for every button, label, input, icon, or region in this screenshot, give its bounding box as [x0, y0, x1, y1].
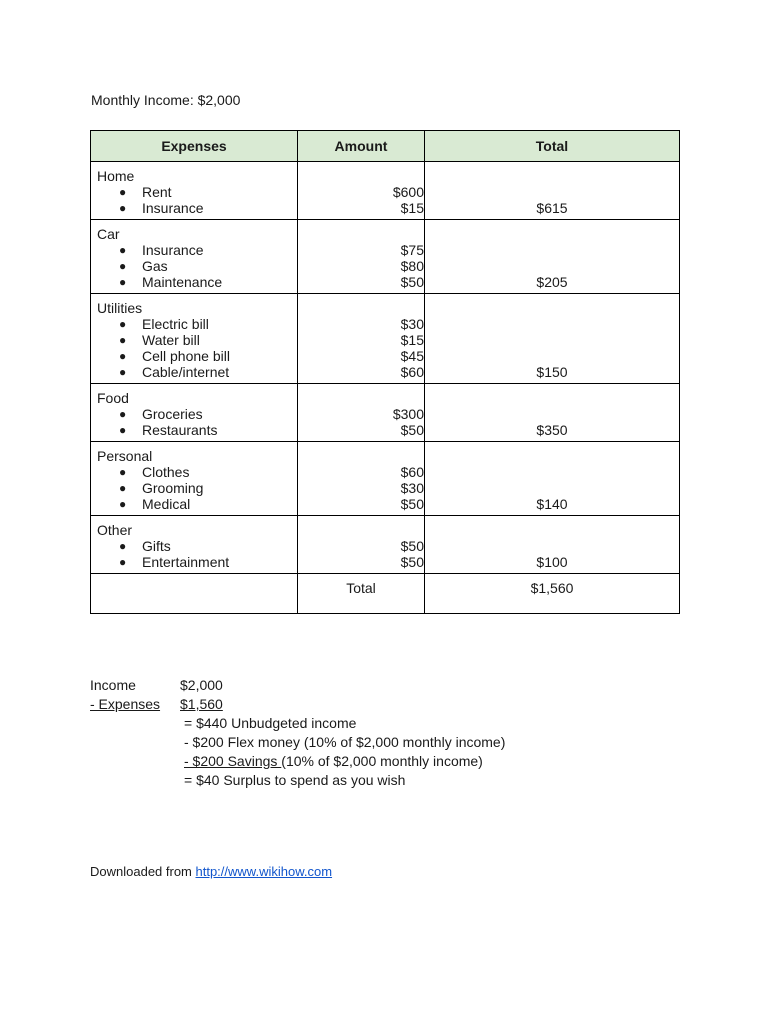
category-name: Other: [97, 522, 133, 538]
summary-flex-text: - $200 Flex money (10% of $2,000 monthly income): [184, 734, 506, 750]
expense-item-label: Medical: [142, 496, 191, 512]
expense-item-label: Gifts: [142, 538, 171, 554]
expense-item-label: Entertainment: [142, 554, 230, 570]
grand-total-label: Total: [298, 574, 425, 614]
grand-total-empty-cell: [91, 574, 298, 614]
header-expenses: Expenses: [91, 131, 298, 162]
bullet-icon: ●: [119, 259, 127, 273]
table-row: [91, 384, 680, 442]
expense-amount: $50: [400, 422, 424, 438]
bullet-icon: ●: [119, 465, 127, 479]
grand-total-row: [91, 574, 680, 614]
table-row: [91, 162, 680, 220]
bullet-icon: ●: [119, 423, 127, 437]
expense-item-list: [91, 538, 297, 570]
summary-expenses-label: - Expenses: [90, 696, 161, 712]
list-item: [91, 554, 297, 570]
expense-amount: $300: [392, 406, 424, 422]
summary-expenses-value: $1,560: [180, 696, 223, 712]
expense-item-label: Cable/internet: [142, 364, 230, 380]
summary-savings-underlined: - $200 Savings: [184, 753, 282, 769]
wikihow-link[interactable]: http://www.wikihow.com: [195, 864, 333, 879]
expense-item-list: [91, 242, 297, 290]
category-total-cell: [425, 442, 680, 516]
expense-category-cell: [91, 384, 298, 442]
bullet-icon: ●: [119, 497, 127, 511]
downloaded-from-line: [90, 864, 332, 879]
expense-amount: $30: [400, 480, 424, 496]
category-total: $350: [536, 422, 568, 438]
category-name: Personal: [97, 448, 153, 464]
summary-income-label: Income: [90, 677, 136, 693]
list-item: [91, 364, 297, 380]
expense-amount: $75: [400, 242, 424, 258]
expense-item-label: Cell phone bill: [142, 348, 230, 364]
list-item: [91, 184, 297, 200]
table-row: [91, 442, 680, 516]
expense-amount: $15: [400, 200, 424, 216]
expense-item-list: [91, 406, 297, 438]
expense-amount: $60: [400, 364, 424, 380]
expense-category-cell: [91, 516, 298, 574]
expense-item-label: Restaurants: [142, 422, 218, 438]
bullet-icon: ●: [119, 201, 127, 215]
expense-item-label: Insurance: [142, 242, 204, 258]
table-row: [91, 294, 680, 384]
expense-amount: $50: [400, 496, 424, 512]
list-item: [91, 406, 297, 422]
downloaded-from-prefix: Downloaded from: [90, 864, 196, 879]
amount-cell: [298, 162, 425, 220]
expense-item-label: Maintenance: [142, 274, 223, 290]
summary-savings-rest: (10% of $2,000 monthly income): [281, 753, 483, 769]
category-total: $140: [536, 496, 568, 512]
list-item: [91, 242, 297, 258]
category-total-cell: [425, 294, 680, 384]
category-total: $100: [536, 554, 568, 570]
bullet-icon: ●: [119, 349, 127, 363]
list-item: [91, 200, 297, 216]
expense-item-label: Groceries: [142, 406, 203, 422]
expense-item-label: Rent: [142, 184, 172, 200]
category-total: $615: [536, 200, 568, 216]
amount-cell: [298, 516, 425, 574]
expense-amount: $45: [400, 348, 424, 364]
list-item: [91, 258, 297, 274]
summary-surplus-text: = $40 Surplus to spend as you wish: [184, 772, 406, 788]
category-name: Home: [97, 168, 135, 184]
bullet-icon: ●: [119, 243, 127, 257]
category-total: $205: [536, 274, 568, 290]
bullet-icon: ●: [119, 333, 127, 347]
amount-cell: [298, 220, 425, 294]
bullet-icon: ●: [119, 555, 127, 569]
table-header-row: [91, 131, 680, 162]
category-name: Car: [97, 226, 120, 242]
expense-amount: $50: [400, 274, 424, 290]
expense-item-label: Gas: [142, 258, 168, 274]
expense-category-cell: [91, 442, 298, 516]
budget-table-body: [91, 162, 680, 574]
expense-item-label: Water bill: [142, 332, 200, 348]
summary-savings-line: [184, 752, 483, 771]
monthly-income-line: Monthly Income: $2,000: [91, 92, 241, 108]
bullet-icon: ●: [119, 185, 127, 199]
category-total-cell: [425, 516, 680, 574]
list-item: [91, 480, 297, 496]
expense-amount: $15: [400, 332, 424, 348]
amount-cell: [298, 384, 425, 442]
expense-amount: $80: [400, 258, 424, 274]
category-total-cell: [425, 220, 680, 294]
expense-amount: $600: [392, 184, 424, 200]
expense-item-label: Electric bill: [142, 316, 209, 332]
category-total: $150: [536, 364, 568, 380]
budget-table: [90, 130, 680, 614]
expense-amount: $60: [400, 464, 424, 480]
bullet-icon: ●: [119, 365, 127, 379]
list-item: [91, 348, 297, 364]
list-item: [91, 332, 297, 348]
list-item: [91, 538, 297, 554]
list-item: [91, 316, 297, 332]
category-name: Utilities: [97, 300, 143, 316]
expense-category-cell: [91, 162, 298, 220]
bullet-icon: ●: [119, 539, 127, 553]
list-item: [91, 422, 297, 438]
expense-category-cell: [91, 294, 298, 384]
table-row: [91, 220, 680, 294]
bullet-icon: ●: [119, 481, 127, 495]
expense-item-label: Insurance: [142, 200, 204, 216]
amount-cell: [298, 442, 425, 516]
category-total-cell: [425, 162, 680, 220]
expense-item-label: Clothes: [142, 464, 190, 480]
category-total-cell: [425, 384, 680, 442]
summary-unbudgeted-text: = $440 Unbudgeted income: [184, 715, 357, 731]
grand-total-value: $1,560: [425, 574, 680, 614]
bullet-icon: ●: [119, 275, 127, 289]
summary-income-value: $2,000: [180, 677, 223, 693]
amount-cell: [298, 294, 425, 384]
expense-amount: $30: [400, 316, 424, 332]
table-row: [91, 516, 680, 574]
expense-item-label: Grooming: [142, 480, 204, 496]
category-name: Food: [97, 390, 129, 406]
list-item: [91, 496, 297, 512]
expense-category-cell: [91, 220, 298, 294]
list-item: [91, 464, 297, 480]
expense-amount: $50: [400, 554, 424, 570]
expense-amount: $50: [400, 538, 424, 554]
bullet-icon: ●: [119, 317, 127, 331]
header-amount: Amount: [298, 131, 425, 162]
expense-item-list: [91, 184, 297, 216]
expense-item-list: [91, 464, 297, 512]
bullet-icon: ●: [119, 407, 127, 421]
header-total: Total: [425, 131, 680, 162]
list-item: [91, 274, 297, 290]
expense-item-list: [91, 316, 297, 380]
